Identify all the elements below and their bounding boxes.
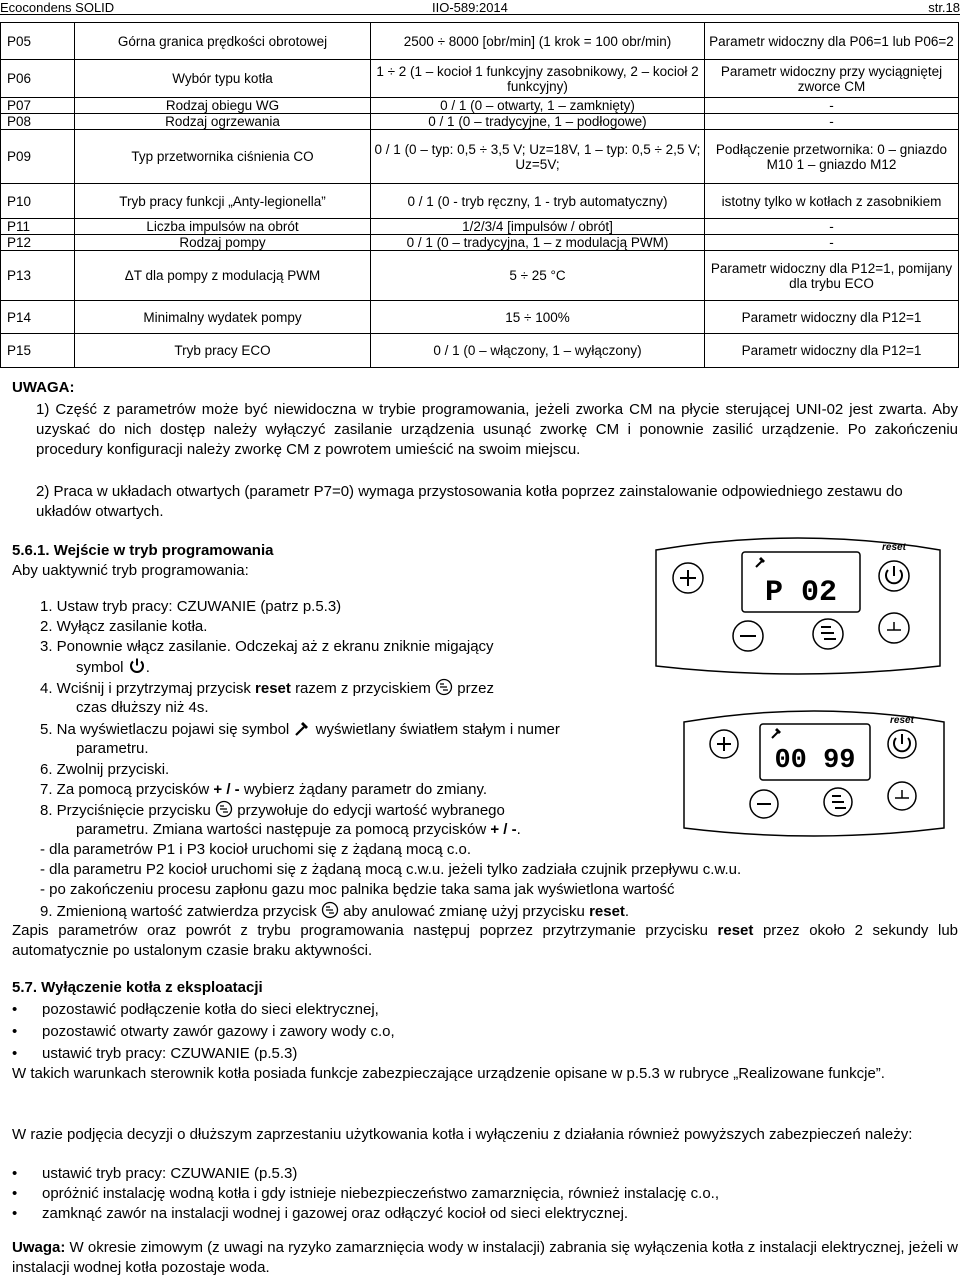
param-range: 0 / 1 (0 - tryb ręczny, 1 - tryb automatyczny)	[371, 184, 705, 219]
param-note: Parametr widoczny dla P12=1	[705, 301, 959, 334]
param-name: Minimalny wydatek pompy	[75, 301, 371, 334]
uwaga-title: UWAGA:	[12, 379, 75, 396]
wrench-icon	[293, 719, 311, 737]
mode-button-icon	[215, 800, 233, 818]
step-3: 3. Ponownie włącz zasilanie. Odczekaj aż z ekranu zniknie migający	[40, 638, 494, 655]
param-code: P14	[1, 301, 75, 334]
protection-note: W takich warunkach sterownik kotła posiada funkcje zabezpieczające urządzenie opisane w p.5.3 w rubryce „Realizowane funkcje”.	[12, 1065, 885, 1082]
param-range: 0 / 1 (0 – włączony, 1 – wyłączony)	[371, 334, 705, 368]
dash-item-2: - dla parametru P2 kocioł uruchomi się z żądaną mocą c.w.u. jeżeli tylko zadziała czujnik przepływu c.w.u.	[40, 861, 742, 878]
step-6: 6. Zwolnij przyciski.	[40, 761, 170, 778]
table-row	[1, 334, 959, 368]
param-code: P13	[1, 251, 75, 301]
header-page-number: str.18	[928, 0, 960, 15]
save-params-note: Zapis parametrów oraz powrót z trybu programowania następuj poprzez przytrzymanie przycisku reset przez około 2 sekundy lub automatycznie po ustalonym czasie braku aktywności.	[12, 922, 959, 959]
list-item: • ustawić tryb pracy: CZUWANIE (p.5.3)	[12, 1045, 298, 1062]
param-code: P12	[1, 235, 75, 251]
table-row	[1, 251, 959, 301]
param-note: -	[705, 219, 959, 235]
panel-1-display: P 02	[764, 576, 838, 610]
header-product: Ecocondens SOLID	[0, 0, 115, 15]
table-row	[1, 114, 959, 130]
table-row	[1, 219, 959, 235]
table-row	[1, 184, 959, 219]
list-item: • pozostawić otwarty zawór gazowy i zawory wody c.o,	[12, 1023, 395, 1040]
panel-2-reset-label: reset	[890, 715, 914, 726]
param-range: 0 / 1 (0 – typ: 0,5 ÷ 3,5 V; Uz=18V, 1 – typ: 0,5 ÷ 2,5 V; Uz=5V;	[371, 130, 705, 184]
param-range: 1 ÷ 2 (1 – kocioł 1 funkcyjny zasobnikowy, 2 – kocioł 2 funkcyjny)	[371, 60, 705, 98]
mode-button-icon	[321, 901, 339, 919]
step-4: 4. Wciśnij i przytrzymaj przycisk reset razem z przyciskiem przez	[40, 680, 494, 697]
param-code: P08	[1, 114, 75, 130]
param-name: Tryb pracy ECO	[75, 334, 371, 368]
header-doc-id: IIO-589:2014	[432, 0, 508, 15]
param-name: Rodzaj pompy	[75, 235, 371, 251]
step-5: 5. Na wyświetlaczu pojawi się symbol wyświetlany światłem stałym i numer	[40, 721, 560, 738]
param-code: P06	[1, 60, 75, 98]
section-5-6-1-title: 5.6.1. Wejście w tryb programowania	[12, 542, 274, 559]
dash-item-3: - po zakończeniu procesu zapłonu gazu moc palnika będzie taka sama jak wyświetlona wartość	[40, 881, 675, 898]
param-code: P05	[1, 23, 75, 60]
panel-2-display: 00 99	[774, 746, 856, 776]
table-row	[1, 23, 959, 60]
page-header	[0, 0, 960, 16]
param-range: 0 / 1 (0 – tradycyjna, 1 – z modulacją PWM)	[371, 235, 705, 251]
panel-1-reset-label: reset	[882, 542, 906, 553]
param-name: Wybór typu kotła	[75, 60, 371, 98]
param-code: P07	[1, 98, 75, 114]
param-note: -	[705, 235, 959, 251]
table-row	[1, 235, 959, 251]
param-note: Parametr widoczny dla P12=1	[705, 334, 959, 368]
param-name: Rodzaj obiegu WG	[75, 98, 371, 114]
param-code: P11	[1, 219, 75, 235]
control-panel-1	[648, 530, 948, 680]
param-name: Rodzaj ogrzewania	[75, 114, 371, 130]
header-rule	[0, 14, 960, 15]
list-item: • zamknąć zawór na instalacji wodnej i gazowej oraz odłączyć kocioł od sieci elektrycznej.	[12, 1205, 629, 1222]
param-range: 0 / 1 (0 – tradycyjne, 1 – podłogowe)	[371, 114, 705, 130]
step-8-cont: parametru. Zmiana wartości następuje za pomocą przycisków + / -.	[76, 821, 521, 838]
param-range: 2500 ÷ 8000 [obr/min] (1 krok = 100 obr/min)	[371, 23, 705, 60]
param-name: Liczba impulsów na obrót	[75, 219, 371, 235]
param-note: Podłączenie przetwornika: 0 – gniazdo M10 1 – gniazdo M12	[705, 130, 959, 184]
step-3-cont: symbol .	[76, 659, 150, 676]
param-code: P09	[1, 130, 75, 184]
param-name: Górna granica prędkości obrotowej	[75, 23, 371, 60]
table-row	[1, 301, 959, 334]
param-range: 15 ÷ 100%	[371, 301, 705, 334]
step-7: 7. Za pomocą przycisków + / - wybierz żądany parametr do zmiany.	[40, 781, 488, 798]
param-name: Tryb pracy funkcji „Anty-legionella”	[75, 184, 371, 219]
section-5-6-1-intro: Aby uaktywnić tryb programowania:	[12, 562, 249, 579]
param-name: Typ przetwornika ciśnienia CO	[75, 130, 371, 184]
param-name: ΔT dla pompy z modulacją PWM	[75, 251, 371, 301]
step-8: 8. Przyciśnięcie przycisku przywołuje do edycji wartość wybranego	[40, 802, 505, 819]
table-row	[1, 60, 959, 98]
mode-button-icon	[435, 678, 453, 696]
table-row	[1, 130, 959, 184]
table-row	[1, 98, 959, 114]
step-1: 1. Ustaw tryb pracy: CZUWANIE (patrz p.5.3)	[40, 598, 342, 615]
uwaga-note-1: 1) Część z parametrów może być niewidoczna w trybie programowania, jeżeli zworka CM na płycie sterującej UNI-02 jest zwarta. Aby uzyskać do nich dostęp należy wyłączyć zasilanie urządzenia usunąć zworkę CM i ponownie zasilić urządzenie. Po zakończeniu procedury konfiguracji należy zworkę CM z powrotem umieścić na swoim miejscu.	[36, 401, 958, 458]
param-code: P15	[1, 334, 75, 368]
step-4-cont: czas dłuższy niż 4s.	[76, 699, 209, 716]
step-9: 9. Zmienioną wartość zatwierdza przycisk aby anulować zmianę użyj przycisku reset.	[40, 903, 630, 920]
parameter-table	[0, 22, 959, 368]
long-term-shutdown-note: W razie podjęcia decyzji o dłuższym zaprzestaniu użytkowania kotła i wyłączeniu z działania również powyższych zabezpieczeń należy:	[12, 1126, 913, 1143]
param-note: -	[705, 114, 959, 130]
param-note: -	[705, 98, 959, 114]
param-range: 5 ÷ 25 °C	[371, 251, 705, 301]
param-range: 0 / 1 (0 – otwarty, 1 – zamknięty)	[371, 98, 705, 114]
param-code: P10	[1, 184, 75, 219]
param-note: Parametr widoczny dla P12=1, pomijany dla trybu ECO	[705, 251, 959, 301]
dash-item-1: - dla parametrów P1 i P3 kocioł uruchomi się z żądaną mocą c.o.	[40, 841, 472, 858]
list-item: • pozostawić podłączenie kotła do sieci elektrycznej,	[12, 1001, 379, 1018]
param-range: 1/2/3/4 [impulsów / obrót]	[371, 219, 705, 235]
step-5-cont: parametru.	[76, 740, 149, 757]
list-item: • opróżnić instalację wodną kotła i gdy istnieje niebezpieczeństwo zamarznięcia, również instalację c.o.,	[12, 1185, 720, 1202]
power-symbol-icon	[128, 657, 146, 675]
list-item: • ustawić tryb pracy: CZUWANIE (p.5.3)	[12, 1165, 298, 1182]
step-2: 2. Wyłącz zasilanie kotła.	[40, 618, 208, 635]
section-5-7-title: 5.7. Wyłączenie kotła z eksploatacji	[12, 979, 263, 996]
control-panel-2	[676, 704, 952, 842]
param-note: Parametr widoczny przy wyciągniętej zworce CM	[705, 60, 959, 98]
uwaga-note-2: 2) Praca w układach otwartych (parametr P7=0) wymaga przystosowania kotła poprzez zainstalowanie odpowiedniego zestawu do układów otwartych.	[36, 483, 903, 520]
param-note: Parametr widoczny dla P06=1 lub P06=2	[705, 23, 959, 60]
winter-warning: Uwaga: W okresie zimowym (z uwagi na ryzyko zamarznięcia wody w instalacji) zabrania się wyłączenia kotła z instalacji elektrycznej, jeżeli w instalacji wodnej kotła pozostaje woda.	[12, 1239, 958, 1276]
param-note: istotny tylko w kotłach z zasobnikiem	[705, 184, 959, 219]
